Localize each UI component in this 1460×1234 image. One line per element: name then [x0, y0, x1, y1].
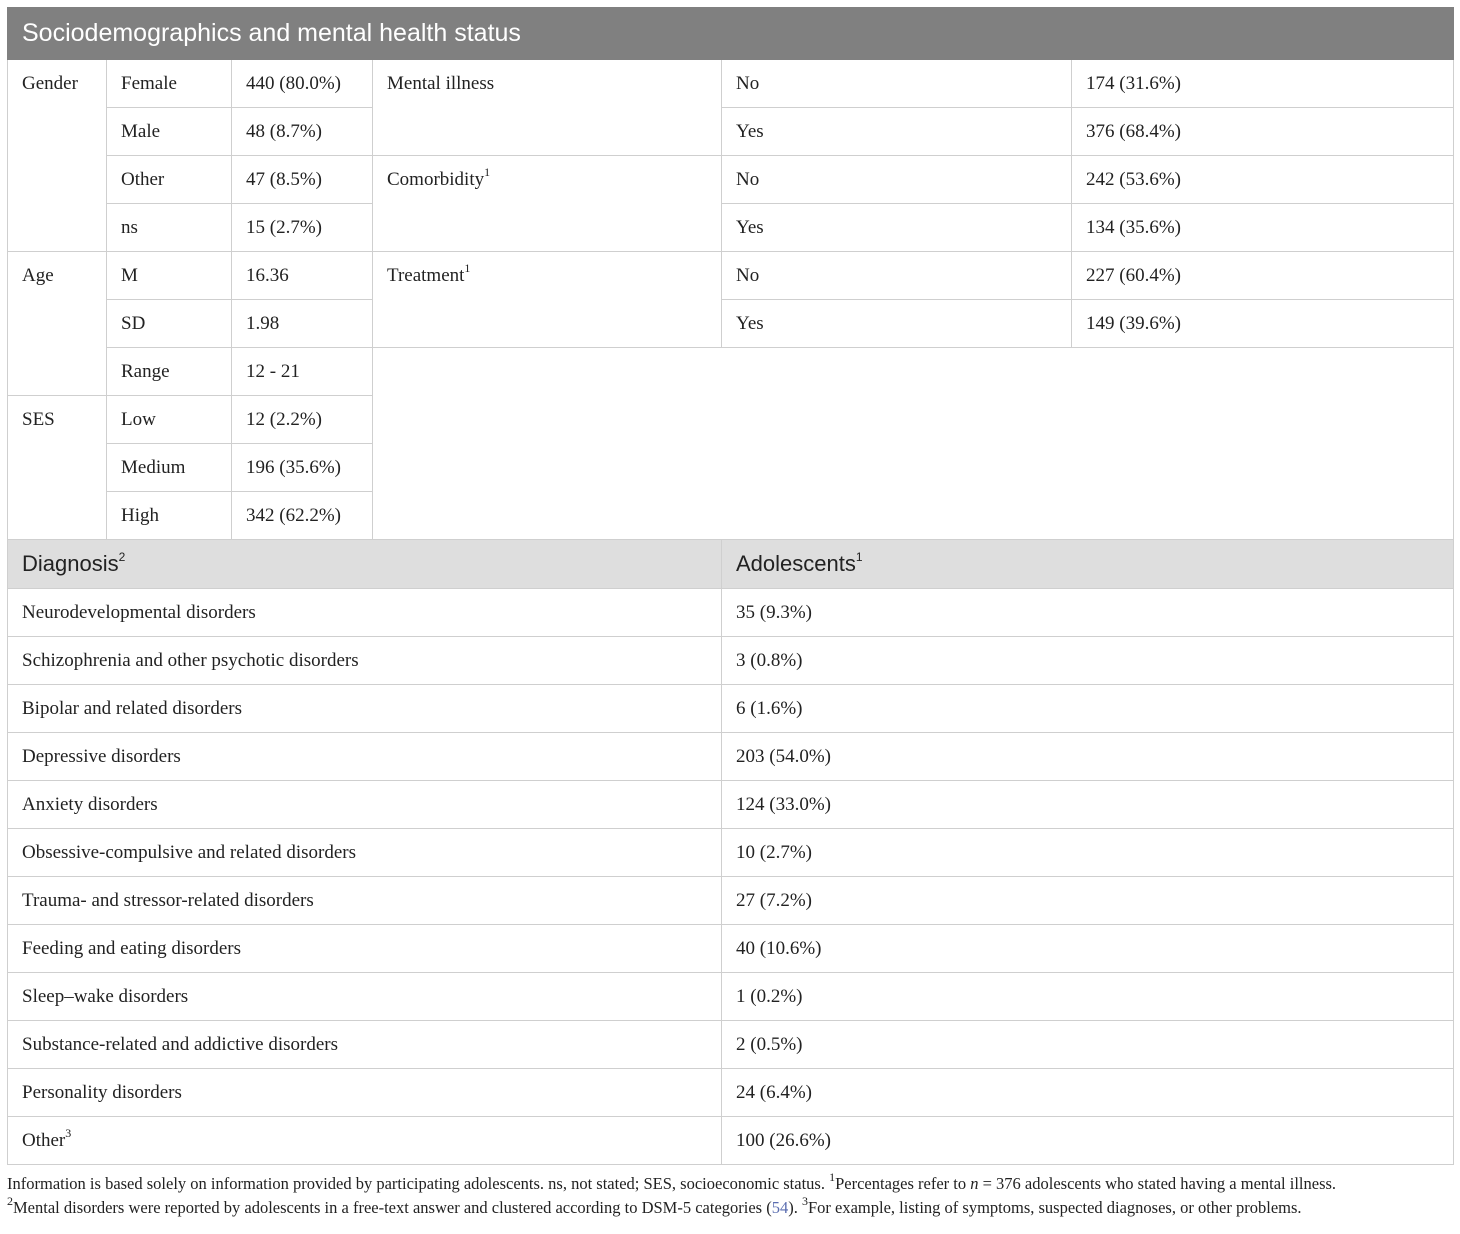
gender-value: 440 (80.0%) [232, 60, 373, 108]
table-row [8, 781, 1454, 829]
footnote-marker: 1 [829, 1169, 836, 1184]
table-row [8, 733, 1454, 781]
adolescents-header-label: Adolescents [736, 551, 856, 576]
mental-illness-value: 174 (31.6%) [1072, 60, 1454, 108]
table-row [8, 1069, 1454, 1117]
table-row [8, 637, 1454, 685]
diagnosis-header-row [8, 540, 1454, 589]
gender-value: 48 (8.7%) [232, 108, 373, 156]
ses-category: High [107, 492, 232, 540]
age-label: Age [8, 252, 107, 396]
diagnosis-value: 40 (10.6%) [722, 925, 1454, 973]
footnote-text: Mental disorders were reported by adolescents in a free-text answer and clustered according to DSM-5 categories ( [13, 1198, 772, 1217]
citation-link[interactable]: 54 [771, 1198, 789, 1217]
ses-value: 196 (35.6%) [232, 444, 373, 492]
title-row [8, 8, 1454, 60]
footnote-text: = 376 adolescents who stated having a mental illness. [978, 1174, 1337, 1193]
footnote-text: Information is based solely on information provided by participating adolescents. ns, not stated; SES, socioeconomic status. [7, 1174, 830, 1193]
comorbidity-value: 134 (35.6%) [1072, 204, 1454, 252]
adolescents-header [722, 540, 1454, 589]
diagnosis-header [8, 540, 722, 589]
diagnosis-name: Obsessive-compulsive and related disorders [8, 829, 722, 877]
diagnosis-name: Sleep–wake disorders [8, 973, 722, 1021]
ses-value: 342 (62.2%) [232, 492, 373, 540]
comorbidity-value: 242 (53.6%) [1072, 156, 1454, 204]
diagnosis-value: 1 (0.2%) [722, 973, 1454, 1021]
diagnosis-name: Substance-related and addictive disorders [8, 1021, 722, 1069]
diagnosis-value: 2 (0.5%) [722, 1021, 1454, 1069]
diagnosis-name: Anxiety disorders [8, 781, 722, 829]
table-row [8, 685, 1454, 733]
sociodemographics-table [7, 7, 1454, 1165]
table-row [8, 1021, 1454, 1069]
table-row [8, 348, 1454, 396]
table-row [8, 108, 1454, 156]
gender-value: 47 (8.5%) [232, 156, 373, 204]
age-value: 12 - 21 [232, 348, 373, 396]
table-row [8, 252, 1454, 300]
table-row [8, 877, 1454, 925]
footnote-marker: 3 [801, 1193, 808, 1208]
age-category: Range [107, 348, 232, 396]
footnote-text: ). [788, 1198, 802, 1217]
mental-illness-category: No [722, 60, 1072, 108]
footnote-line-1 [7, 1169, 1459, 1196]
table-container [7, 7, 1453, 1220]
age-category: SD [107, 300, 232, 348]
ses-category: Low [107, 396, 232, 444]
footnote-marker: 1 [464, 260, 471, 275]
table-row [8, 156, 1454, 204]
table-row [8, 829, 1454, 877]
treatment-value: 227 (60.4%) [1072, 252, 1454, 300]
treatment-label-cell [373, 252, 722, 348]
diagnosis-header-label: Diagnosis [22, 551, 119, 576]
comorbidity-label: Comorbidity [387, 169, 485, 190]
diagnosis-name: Bipolar and related disorders [8, 685, 722, 733]
footnote-text: Percentages refer to [835, 1174, 971, 1193]
diagnosis-value: 35 (9.3%) [722, 589, 1454, 637]
diagnosis-value: 10 (2.7%) [722, 829, 1454, 877]
mental-illness-value: 376 (68.4%) [1072, 108, 1454, 156]
table-title: Sociodemographics and mental health status [8, 8, 1454, 60]
table-row [8, 973, 1454, 1021]
diagnosis-name: Schizophrenia and other psychotic disorders [8, 637, 722, 685]
treatment-category: No [722, 252, 1072, 300]
diagnosis-name-cell [8, 1117, 722, 1165]
footnote-marker: 2 [7, 1193, 13, 1208]
mental-illness-label: Mental illness [373, 60, 722, 156]
diagnosis-name: Feeding and eating disorders [8, 925, 722, 973]
table-row [8, 300, 1454, 348]
mental-illness-category: Yes [722, 108, 1072, 156]
treatment-category: Yes [722, 300, 1072, 348]
diagnosis-name: Trauma- and stressor-related disorders [8, 877, 722, 925]
gender-label: Gender [8, 60, 107, 252]
gender-category: Female [107, 60, 232, 108]
footnote-marker: 2 [118, 549, 126, 564]
footnote-text: For example, listing of symptoms, suspected diagnoses, or other problems. [807, 1198, 1302, 1217]
footnote-marker: 1 [484, 164, 491, 179]
treatment-label: Treatment [387, 265, 465, 286]
footnote-n-symbol: n [970, 1174, 979, 1193]
gender-value: 15 (2.7%) [232, 204, 373, 252]
ses-category: Medium [107, 444, 232, 492]
diagnosis-value: 6 (1.6%) [722, 685, 1454, 733]
age-value: 16.36 [232, 252, 373, 300]
table-footnote [7, 1169, 1459, 1220]
age-category: M [107, 252, 232, 300]
comorbidity-category: No [722, 156, 1072, 204]
table-row [8, 60, 1454, 108]
ses-label: SES [8, 396, 107, 540]
table-row [8, 589, 1454, 637]
table-row [8, 925, 1454, 973]
diagnosis-name: Other [22, 1130, 66, 1151]
diagnosis-value: 124 (33.0%) [722, 781, 1454, 829]
table-row [8, 1117, 1454, 1165]
treatment-value: 149 (39.6%) [1072, 300, 1454, 348]
empty-area [373, 348, 1454, 540]
footnote-line-2 [7, 1193, 1459, 1220]
diagnosis-value: 27 (7.2%) [722, 877, 1454, 925]
gender-category: Other [107, 156, 232, 204]
gender-category: Male [107, 108, 232, 156]
comorbidity-label-cell [373, 156, 722, 252]
footnote-marker: 1 [855, 549, 863, 564]
comorbidity-category: Yes [722, 204, 1072, 252]
footnote-marker: 3 [65, 1125, 72, 1140]
table-row [8, 204, 1454, 252]
gender-category: ns [107, 204, 232, 252]
diagnosis-name: Neurodevelopmental disorders [8, 589, 722, 637]
diagnosis-name: Personality disorders [8, 1069, 722, 1117]
diagnosis-value: 24 (6.4%) [722, 1069, 1454, 1117]
ses-value: 12 (2.2%) [232, 396, 373, 444]
diagnosis-name: Depressive disorders [8, 733, 722, 781]
diagnosis-value: 203 (54.0%) [722, 733, 1454, 781]
age-value: 1.98 [232, 300, 373, 348]
diagnosis-value: 100 (26.6%) [722, 1117, 1454, 1165]
diagnosis-value: 3 (0.8%) [722, 637, 1454, 685]
